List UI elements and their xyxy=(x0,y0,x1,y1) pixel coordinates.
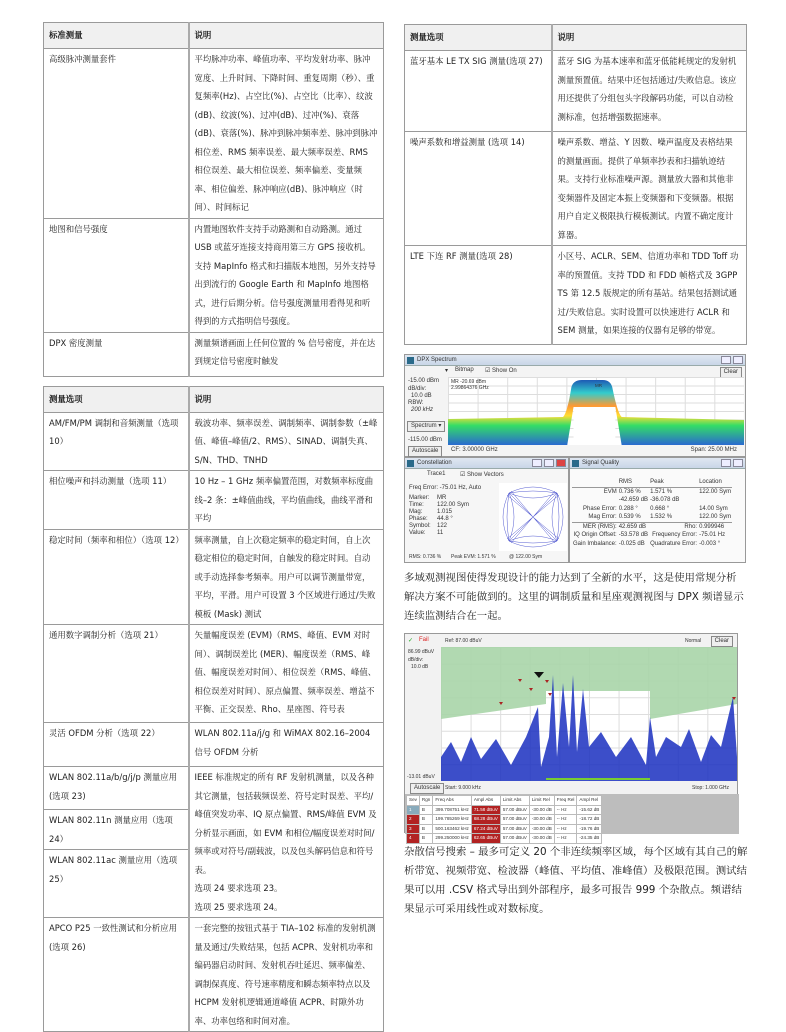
rms-readout: RMS: 0.736 % xyxy=(409,554,441,560)
sq-header xyxy=(572,478,732,487)
minimize-icon[interactable] xyxy=(721,459,731,467)
spur-cell: 399.708751 kHz xyxy=(433,805,471,815)
wlan-note-1: 选项 24 要求选项 23。 xyxy=(195,883,283,893)
sq-cell: -42.659 dB xyxy=(618,496,649,505)
row-desc: 平均脉冲功率、峰值功率、平均发射功率、脉冲宽度、上升时间、下降时间、重复周期（秒）、重复频率(Hz)、占空比(%)、占空比（比率）、纹波(dB)、纹波(%)、过冲(dB)、过冲(%)、衰落(dB)、衰落(%)、脉冲到脉冲频率差、脉冲到脉冲相位差、RMS 频率误差、最大频率误差、RMS 相位误差、最大相位误差、频率偏差、变量频率、相位偏差、脉冲响应(dB)、脉冲响应（时间）、时间标记 xyxy=(189,49,384,219)
header-description: 说明 xyxy=(189,386,384,412)
sq-cell: 0.736 % xyxy=(618,487,649,496)
row-name: WLAN 802.11a/b/g/j/p 测量应用 (选项 23) xyxy=(44,767,189,810)
field-row xyxy=(409,502,469,509)
dpx-title-bar xyxy=(405,355,745,366)
spur-cell: -24.35 dB xyxy=(577,834,602,844)
row-name: AM/FM/PM 调制和音频测量（选项 10） xyxy=(44,412,189,471)
center-frequency[interactable]: CF: 3.00000 GHz xyxy=(451,447,498,453)
spurious-plot xyxy=(441,647,737,781)
on-label: On xyxy=(509,368,517,374)
bottom-level[interactable]: -115.00 dBm xyxy=(408,437,442,443)
ref-level: Ref: 87.00 dBuV xyxy=(445,638,482,644)
top-level[interactable]: 86.99 dBuV xyxy=(408,649,434,655)
spurious-search-frame xyxy=(404,633,738,833)
window-controls[interactable] xyxy=(532,459,566,467)
spur-cell: -30.00 dB xyxy=(529,824,554,834)
spur-cell: -- Hz xyxy=(554,815,577,825)
spur-marker xyxy=(548,693,552,696)
spur-cell: -- Hz xyxy=(554,824,577,834)
spur-cell: 199.785269 kHz xyxy=(433,815,471,825)
spectrum-dropdown-label: Spectrum xyxy=(411,423,437,429)
signal-quality-table xyxy=(572,478,732,548)
clear-button[interactable]: Clear xyxy=(711,636,733,647)
header-option: 测量选项 xyxy=(405,25,552,51)
spur-cell: -30.00 dB xyxy=(529,815,554,825)
spur-cell: 71.58 dBuV xyxy=(471,805,500,815)
sq-cell xyxy=(698,496,732,505)
spectrum-dropdown[interactable]: Spectrum ▾ xyxy=(407,421,445,432)
trace-dropdown[interactable]: Trace1 xyxy=(427,471,445,477)
spur-cell: -30.00 dB xyxy=(529,834,554,844)
spur-cell: 2 xyxy=(407,815,420,825)
table-header-row xyxy=(405,25,747,51)
spur-cell: B xyxy=(419,815,432,825)
row-name: 相位噪声和抖动测量（选项 11） xyxy=(44,471,189,530)
maximize-icon[interactable] xyxy=(544,459,554,467)
sq-cell: IQ Origin Offset: xyxy=(572,531,618,540)
sq-cell: -75.01 Hz xyxy=(698,531,732,540)
left-column xyxy=(43,22,383,1032)
fail-status: Fail xyxy=(419,637,429,643)
clear-button[interactable]: Clear xyxy=(720,367,742,378)
spur-cell: 4 xyxy=(407,834,420,844)
marker-frequency: 2.99864376 GHz xyxy=(451,385,489,391)
sq-cell: 0.539 % xyxy=(618,513,649,522)
spur-cell: 500.163462 kHz xyxy=(433,824,471,834)
sq-cell: -0.025 dB xyxy=(618,540,649,549)
field-value: 11 xyxy=(437,530,443,536)
table-row xyxy=(44,918,384,1032)
spur-row[interactable] xyxy=(407,815,602,825)
sq-h: Location xyxy=(698,478,732,487)
sq-cell: 0.668 ° xyxy=(649,505,698,514)
db-div-value[interactable]: 10.0 dB xyxy=(411,664,428,670)
sq-h: Peak xyxy=(649,478,698,487)
sq-cell: Frequency Error: xyxy=(649,531,698,540)
field-row xyxy=(409,523,469,530)
row-name: WLAN 802.11n 测量应用（选项 24） xyxy=(44,810,189,850)
row-name: 灵活 OFDM 分析（选项 22） xyxy=(44,723,189,767)
caption-spurious-search: 杂散信号搜索 – 最多可定义 20 个非连续频率区域，每个区域有其自己的解析带宽、视频带宽、检波器（峰值、平均值、准峰值）及极限范围。测试结果可以用 .CSV 格式导出到外部程序，最多可报告 999 个杂散点。频谱结果显示可采用线性或对数标度。 xyxy=(404,843,749,919)
col-header[interactable]: Limit Rel xyxy=(529,796,554,806)
row-desc: 测量频谱画面上任何位置的 % 信号密度，并在达到规定信号密度时触发 xyxy=(189,332,384,376)
sq-cell: 1.532 % xyxy=(649,513,698,522)
table-row xyxy=(44,471,384,530)
field-row xyxy=(409,509,469,516)
col-header[interactable]: Rgn xyxy=(419,796,432,806)
standard-measurements-table xyxy=(43,22,384,377)
signal-quality-window xyxy=(569,457,746,563)
constellation-window xyxy=(404,457,569,563)
row-desc: 小区号、ACLR、SEM、信道功率和 TDD Toff 功率的预置值。支持 TDD 和 FDD 帧格式及 3GPP TS 第 12.5 版规定的所有基站。结果包括测试通过/失败信息。实时设置可以快速进行 ACLR 和 SEM 测量，如果连接的仪器有足够的带宽。 xyxy=(552,246,747,345)
sq-cell: Quadrature Error: xyxy=(649,540,698,549)
show-label: Show xyxy=(492,368,507,374)
spur-cell: 57.00 dBuV xyxy=(500,824,529,834)
field-label: Time: xyxy=(409,502,437,509)
row-desc: 内置地图软件支持手动路测和自动路测。通过 USB 或蓝牙连接支持商用第三方 GPS 接收机。支持 MapInfo 格式和扫描版本地图，另外支持导出到流行的 Google Earth 和 MapInfo 地图格式，进行后期分析。信号强度测量用看得见和听得到的方式指明信号强度。 xyxy=(189,218,384,332)
field-value: 44.8 ° xyxy=(437,516,453,522)
marker-readout: MR -20.69 dBm xyxy=(451,379,486,385)
table-row xyxy=(44,529,384,625)
minimize-icon[interactable] xyxy=(532,459,542,467)
table-row xyxy=(44,332,384,376)
row-desc: 蓝牙 SIG 为基本速率和蓝牙低能耗规定的发射机测量预置值。结果中还包括通过/失败信息。该应用还提供了分组包头字段解码功能，可以自动检测标准，包括增强数据速率。 xyxy=(552,51,747,132)
field-row xyxy=(409,495,469,502)
field-label: Value: xyxy=(409,530,437,537)
field-label: Symbol: xyxy=(409,523,437,530)
constellation-plot xyxy=(499,483,567,551)
rbw-label: RBW: xyxy=(408,400,424,406)
wlan-note-2: 选项 25 要求选项 24。 xyxy=(195,902,283,912)
table-row xyxy=(405,51,747,132)
db-div-value[interactable]: 10.0 dB xyxy=(411,393,432,399)
sq-cell: -0.003 ° xyxy=(698,540,732,549)
sq-cell: 122.00 Sym xyxy=(698,513,732,522)
sq-cell: 1.571 % xyxy=(649,487,698,496)
col-header[interactable]: Freq Abs xyxy=(433,796,471,806)
sq-row xyxy=(572,540,732,549)
sq-cell: EVM xyxy=(572,487,618,496)
sq-cell xyxy=(572,496,618,505)
row-name: 通用数字调制分析（选项 21） xyxy=(44,625,189,723)
maximize-icon[interactable] xyxy=(733,459,743,467)
chevron-down-icon[interactable]: ▾ xyxy=(445,367,448,374)
row-name: 稳定时间（频率和相位）（选项 12） xyxy=(44,529,189,625)
spur-header-row xyxy=(407,796,602,806)
spur-cell: 1 xyxy=(407,805,420,815)
header-option: 测量选项 xyxy=(44,386,189,412)
freq-error: Freq Error: -75.01 Hz, Auto xyxy=(409,485,481,491)
sq-row xyxy=(572,487,732,496)
row-name: LTE 下连 RF 测量(选项 28) xyxy=(405,246,552,345)
spur-cell: -- Hz xyxy=(554,805,577,815)
sq-cell: -36.078 dB xyxy=(649,496,698,505)
spur-cell: B xyxy=(419,824,432,834)
row-name: WLAN 802.11ac 测量应用（选项 25） xyxy=(44,850,189,918)
bottom-level[interactable]: -13.01 dBuV xyxy=(407,774,435,780)
spur-cell: 299.250000 kHz xyxy=(433,834,471,844)
peak-location: @ 122.00 Sym xyxy=(509,554,542,560)
sq-cell: 14.00 Sym xyxy=(698,505,732,514)
field-label: Phase: xyxy=(409,516,437,523)
table-row xyxy=(44,218,384,332)
row-name: 高级脉冲测量套件 xyxy=(44,49,189,219)
signal-quality-title: Signal Quality xyxy=(582,460,619,466)
spur-cell: 62.65 dBuV xyxy=(471,834,500,844)
row-desc: 一套完整的按钮式基于 TIA–102 标准的发射机测量及通过/失败结果，包括 ACPR、发射机功率和编码器启动时间、发射机吞吐延迟、频率偏差、调制保真度、符号速率精度和瞬态频率特点以及 HCPM 发射机逻辑通道峰值 ACPR、时隙外功率、功率包络和时间对准。 xyxy=(189,918,384,1032)
spectrum-trace xyxy=(441,647,737,781)
wlan-desc: IEEE 标准规定的所有 RF 发射机测量，以及各种其它测量，包括载频误差、符号定时误差、平均/峰值突发功率、IQ 原点偏置、RMS/峰值 EVM 及分析显示画面，如 EVM 和相位/幅度误差对时间/频率或对符号/副载波，以及包头解码信息和符号表。 xyxy=(195,772,377,875)
db-div-label: dB/div: xyxy=(408,386,426,392)
header-description: 说明 xyxy=(552,25,747,51)
spur-cell: B xyxy=(419,805,432,815)
right-column xyxy=(404,24,750,919)
sq-cell: Rho: xyxy=(649,522,698,531)
row-desc xyxy=(189,767,384,918)
spur-cell: -15.62 dB xyxy=(577,805,602,815)
sq-h xyxy=(572,478,618,487)
start-frequency[interactable]: Start: 9.000 kHz xyxy=(445,785,481,791)
sq-cell: 122.00 Sym xyxy=(698,487,732,496)
row-name: 地图和信号强度 xyxy=(44,218,189,332)
window-controls[interactable] xyxy=(721,356,743,364)
row-desc: WLAN 802.11a/j/g 和 WiMAX 802.16–2004 信号 OFDM 分析 xyxy=(189,723,384,767)
spur-cell: -30.00 dB xyxy=(529,805,554,815)
table-row xyxy=(44,767,384,810)
show-checkbox[interactable]: ☑ Show On xyxy=(485,367,517,374)
field-label: Mag: xyxy=(409,509,437,516)
window-controls[interactable] xyxy=(721,459,743,467)
sq-cell: 0.999946 xyxy=(698,522,732,531)
sq-cell: Gain Imbalance: xyxy=(572,540,618,549)
field-value: 122 xyxy=(437,523,447,529)
sq-cell: Mag Error: xyxy=(572,513,618,522)
close-icon[interactable] xyxy=(556,459,566,467)
sq-h: RMS xyxy=(618,478,649,487)
sq-row xyxy=(572,531,732,540)
spur-cell: -- Hz xyxy=(554,834,577,844)
check-icon: ✓ xyxy=(408,637,413,644)
stop-frequency[interactable]: Stop: 1.000 GHz xyxy=(692,785,729,791)
spur-cell: 57.00 dBuV xyxy=(500,805,529,815)
header-description: 说明 xyxy=(189,23,384,49)
caption-multidomain: 多域观测视图使得发现设计的能力达到了全新的水平，这是使用常规分析解决方案不可能做到的。这里的调制质量和星座观测视图与 DPX 频谱显示连续监测结合在一起。 xyxy=(404,569,744,626)
row-desc: 噪声系数、增益、Y 因数、噪声温度及表格结果的测量画面。提供了单频率抄表和扫描轨迹结果。支持行业标准噪声源。测量放大器和其他非变频器件及固定本振上变频器和下变频器。根据用户自定义极限执行模板测试。内置不确定度计算器。 xyxy=(552,132,747,246)
sq-cell: -53.578 dB xyxy=(618,531,649,540)
table-header-row xyxy=(44,23,384,49)
span[interactable]: Span: 25.00 MHz xyxy=(691,447,737,453)
table-header-row xyxy=(44,386,384,412)
db-div-label: dB/div: xyxy=(408,657,423,663)
spur-cell: 57.00 dBuV xyxy=(500,815,529,825)
row-name: 蓝牙基本 LE TX SIG 测量(选项 27) xyxy=(405,51,552,132)
table-row xyxy=(44,49,384,219)
spur-row[interactable] xyxy=(407,834,602,844)
col-header[interactable]: Ampl Abs xyxy=(471,796,500,806)
col-header[interactable]: Limit Abs xyxy=(500,796,529,806)
spur-results-table xyxy=(406,795,602,844)
sq-row xyxy=(572,496,732,505)
spur-cell: B xyxy=(419,834,432,844)
row-desc: 载波功率、频率误差、调制频率、调制参数（±峰值、峰值–峰值/2、RMS）、SINAD、调制失真、S/N、THD、TNHD xyxy=(189,412,384,471)
col-header[interactable]: Freq Rel xyxy=(554,796,577,806)
row-desc: 10 Hz – 1 GHz 频率偏置范围，对数频率标度曲线–2 条：±峰值曲线，平均值曲线，曲线平滑和平均 xyxy=(189,471,384,530)
sq-cell: 0.288 ° xyxy=(618,505,649,514)
peak-evm-readout: Peak EVM: 1.571 % xyxy=(451,554,496,560)
spur-cell: 3 xyxy=(407,824,420,834)
sq-row xyxy=(572,522,732,531)
dpx-title: DPX Spectrum xyxy=(417,357,457,363)
limit-mask xyxy=(441,647,737,719)
row-name: 噪声系数和增益测量 (选项 14) xyxy=(405,132,552,246)
table-row xyxy=(44,625,384,723)
multidomain-screenshot xyxy=(404,354,746,563)
sq-row xyxy=(572,513,732,522)
field-value: 1.015 xyxy=(437,509,452,515)
vectors-label: Vectors xyxy=(484,472,504,478)
sq-row xyxy=(572,505,732,514)
mode: Normal xyxy=(685,638,701,644)
rbw-value[interactable]: 200 kHz xyxy=(411,407,433,413)
table-row xyxy=(405,246,747,345)
spur-row[interactable] xyxy=(407,824,602,834)
field-value: 122.00 Sym xyxy=(437,502,469,508)
table-row xyxy=(44,412,384,471)
measurement-options-table-right xyxy=(404,24,747,345)
marker-tag[interactable]: MR xyxy=(595,383,602,388)
field-value: MR xyxy=(437,495,446,501)
row-name: APCO P25 一致性测试和分析应用 (选项 26) xyxy=(44,918,189,1032)
spurious-search-window xyxy=(404,633,738,833)
spur-cell: 57.00 dBuV xyxy=(500,834,529,844)
spur-cell: -19.76 dB xyxy=(577,824,602,834)
sq-cell: 42.659 dB xyxy=(618,522,649,531)
table-row xyxy=(44,723,384,767)
autoscale-button[interactable]: Autoscale xyxy=(410,783,444,794)
marker-fields xyxy=(409,495,469,537)
row-desc: 矢量幅度误差 (EVM)（RMS、峰值、EVM 对时间）、调制误差比 (MER)、幅度误差（RMS、峰值、幅度误差对时间）、相位误差（RMS、峰值、相位误差对时间）、原点偏置、频率误差、增益不平衡、正交误差、Rho、星座图、符号表 xyxy=(189,625,384,723)
bitmap-dropdown[interactable]: Bitmap xyxy=(455,367,474,373)
row-desc: 频率测量，自上次稳定频率的稳定时间，自上次稳定相位的稳定时间，自触发的稳定时间。自动或手动选择参考频率。用户可以调节测量带宽，平均，平滑。用户可设置 3 个区域进行通过/失败模板 (Mask) 测试 xyxy=(189,529,384,625)
dpx-spectrum-window xyxy=(404,354,746,457)
table-row xyxy=(405,132,747,246)
spur-cell: 68.28 dBuV xyxy=(471,815,500,825)
sq-cell: MER (RMS): xyxy=(572,522,618,531)
field-row xyxy=(409,516,469,523)
signal-quality-title-bar xyxy=(570,458,745,469)
field-label: Marker: xyxy=(409,495,437,502)
measurement-options-table-left xyxy=(43,386,384,1032)
ref-level[interactable]: -15.00 dBm xyxy=(408,378,439,384)
header-measurement: 标准测量 xyxy=(44,23,189,49)
spur-row[interactable] xyxy=(407,805,602,815)
constellation-title-bar xyxy=(405,458,568,469)
autoscale-button[interactable]: Autoscale xyxy=(408,446,442,457)
show-label: Show xyxy=(467,472,482,478)
vectors-checkbox[interactable]: ☑ Show Vectors xyxy=(460,471,504,478)
maximize-icon[interactable] xyxy=(733,356,743,364)
col-header[interactable]: Ampl Rel xyxy=(577,796,602,806)
spur-cell: -18.72 dB xyxy=(577,815,602,825)
sq-cell: Phase Error: xyxy=(572,505,618,514)
col-header[interactable]: Sev xyxy=(407,796,420,806)
constellation-title: Constellation xyxy=(417,460,452,466)
minimize-icon[interactable] xyxy=(721,356,731,364)
field-row xyxy=(409,530,469,537)
row-name: DPX 密度测量 xyxy=(44,332,189,376)
spur-cell: 67.24 dBuV xyxy=(471,824,500,834)
